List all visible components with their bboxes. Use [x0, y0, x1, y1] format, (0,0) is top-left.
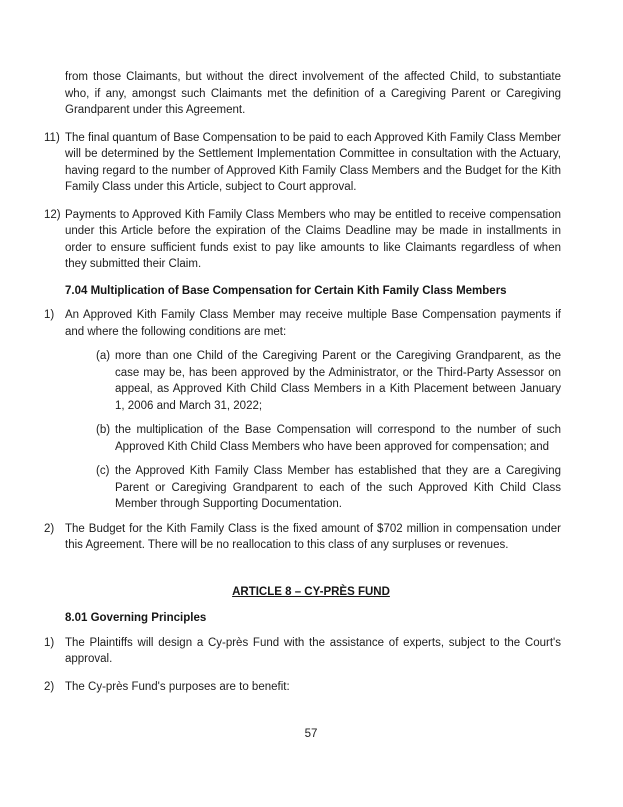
section-heading-8-01: 8.01 Governing Principles	[65, 612, 207, 624]
list-item-1-section-801	[44, 635, 561, 668]
sub-item-text: the Approved Kith Family Class Member has established that they are a Caregiving Parent or Caregiving Grandparent to each of the such Approved Kith Child Class Member through Supporting Documentation.	[115, 465, 561, 510]
sub-item-label: (a)	[96, 350, 111, 362]
list-item-2-section-704	[44, 521, 561, 554]
sub-item-a	[96, 348, 561, 414]
list-item-1-section-704	[44, 307, 561, 340]
sub-item-label: (b)	[96, 424, 111, 436]
list-number: 12)	[44, 208, 61, 221]
list-number: 2)	[44, 680, 55, 693]
sub-item-c	[96, 463, 561, 513]
article-8-heading: ARTICLE 8 – CY-PRÈS FUND	[232, 585, 390, 598]
paragraph-continuation: from those Claimants, but without the direct involvement of the affected Child, to substantiate who, if any, amongst such Claimants met the definition of a Caregiving Parent or Caregiving Grandparent under this Agreement.	[65, 71, 561, 116]
sub-item-b	[96, 422, 561, 455]
list-text: The Cy-près Fund's purposes are to benefit:	[65, 680, 290, 693]
list-number: 1)	[44, 309, 55, 321]
list-text: The Budget for the Kith Family Class is the fixed amount of $702 million in compensation under this Agreement. There will be no reallocation to this class of any surpluses or revenues.	[65, 522, 561, 551]
page-number: 57	[304, 728, 318, 740]
list-number: 2)	[44, 522, 55, 535]
list-text: Payments to Approved Kith Family Class Members who may be entitled to receive compensation under this Article before the expiration of the Claims Deadline may be made in installments in order to ensure sufficient funds exist to pay like amounts to like Claimants regardless of when they submitted their Claim.	[65, 208, 561, 270]
sub-item-text: the multiplication of the Base Compensation will correspond to the number of such Approved Kith Child Class Members who have been approved for compensation; and	[115, 424, 561, 453]
list-number: 11)	[44, 131, 60, 144]
list-text: An Approved Kith Family Class Member may receive multiple Base Compensation payments if and where the following conditions are met:	[65, 309, 561, 338]
sub-item-text: more than one Child of the Caregiving Parent or the Caregiving Grandparent, as the case may be, has been approved by the Administrator, or the Third-Party Assessor on appeal, as Approved Kith Child Class Members in a Kith Placement between January 1, 2006 and March 31, 2022;	[115, 350, 561, 412]
list-item-2-section-801	[44, 679, 561, 696]
list-item-11	[44, 130, 561, 196]
list-text: The final quantum of Base Compensation to be paid to each Approved Kith Family Class Member will be determined by the Settlement Implementation Committee in consultation with the Actuary, having regard to the number of Approved Kith Family Class Members and the Budget for the Kith Family Class under this Article, subject to Court approval.	[65, 131, 561, 193]
list-text: The Plaintiffs will design a Cy-près Fund with the assistance of experts, subject to the Court's approval.	[65, 636, 561, 665]
sub-item-label: (c)	[96, 465, 110, 477]
list-item-12	[44, 207, 561, 273]
list-number: 1)	[44, 636, 55, 649]
section-heading-7-04: 7.04 Multiplication of Base Compensation for Certain Kith Family Class Members	[65, 284, 507, 297]
